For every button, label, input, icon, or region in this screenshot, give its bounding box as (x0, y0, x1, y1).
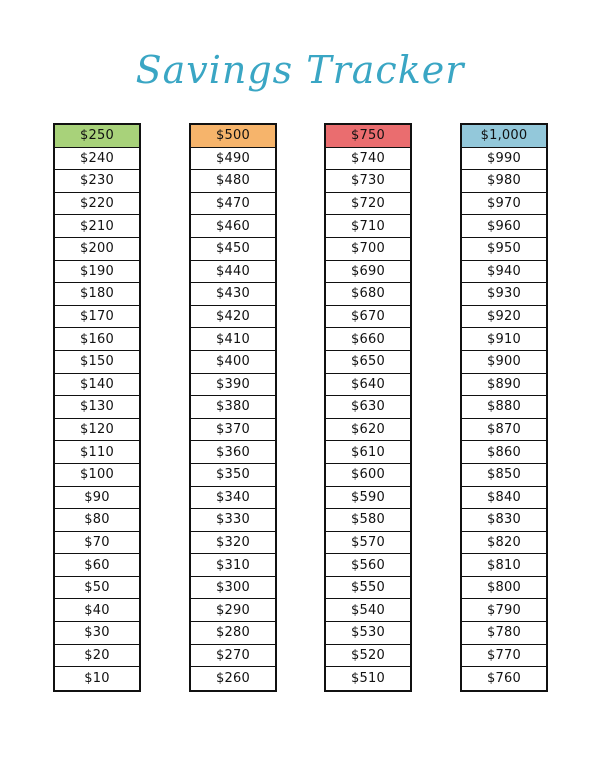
amount-cell: $700 (326, 238, 410, 261)
amount-cell: $640 (326, 374, 410, 397)
amount-cell: $610 (326, 441, 410, 464)
tracker-column-500 (189, 123, 277, 692)
amount-cell: $510 (351, 671, 385, 687)
amount-cell: $470 (191, 193, 275, 216)
amount-cell: $960 (462, 215, 546, 238)
amount-cell: $890 (462, 374, 546, 397)
amount-cell: $830 (462, 509, 546, 532)
amount-cell: $60 (55, 554, 139, 577)
amount-cell: $370 (191, 419, 275, 442)
column-goal-header: $500 (191, 125, 275, 148)
amount-cell: $670 (326, 306, 410, 329)
amount-cell: $600 (326, 464, 410, 487)
amount-cell: $530 (326, 622, 410, 645)
amount-cell: $920 (462, 306, 546, 329)
amount-cell: $300 (191, 577, 275, 600)
amount-cell: $360 (191, 441, 275, 464)
amount-cell: $290 (191, 599, 275, 622)
amount-cell: $240 (55, 148, 139, 171)
amount-cell: $860 (462, 441, 546, 464)
amount-cell: $680 (326, 283, 410, 306)
amount-cell: $180 (55, 283, 139, 306)
amount-cell: $880 (462, 396, 546, 419)
amount-cell: $140 (55, 374, 139, 397)
amount-cell: $940 (462, 261, 546, 284)
amount-cell: $280 (191, 622, 275, 645)
amount-cell: $120 (55, 419, 139, 442)
amount-cell: $780 (462, 622, 546, 645)
amount-cell: $100 (55, 464, 139, 487)
amount-cell: $800 (462, 577, 546, 600)
amount-cell: $560 (326, 554, 410, 577)
amount-cell: $950 (462, 238, 546, 261)
amount-cell: $850 (462, 464, 546, 487)
column-goal-header: $750 (326, 125, 410, 148)
amount-cell: $870 (462, 419, 546, 442)
amount-cell: $520 (326, 645, 410, 668)
amount-cell: $540 (326, 599, 410, 622)
amount-cell: $80 (55, 509, 139, 532)
amount-cell: $550 (326, 577, 410, 600)
amount-cell: $410 (191, 328, 275, 351)
amount-cell: $310 (191, 554, 275, 577)
amount-cell: $110 (55, 441, 139, 464)
amount-cell: $390 (191, 374, 275, 397)
amount-cell: $210 (55, 215, 139, 238)
amount-cell: $190 (55, 261, 139, 284)
amount-cell: $760 (487, 671, 521, 687)
amount-cell: $10 (84, 671, 110, 687)
amount-cell: $330 (191, 509, 275, 532)
amount-cell: $990 (462, 148, 546, 171)
amount-cell: $620 (326, 419, 410, 442)
amount-cell: $260 (216, 671, 250, 687)
amount-cell: $430 (191, 283, 275, 306)
tracker-column-1000 (460, 123, 548, 692)
amount-cell: $200 (55, 238, 139, 261)
amount-cell: $340 (191, 487, 275, 510)
amount-cell: $770 (462, 645, 546, 668)
amount-cell: $690 (326, 261, 410, 284)
amount-cell: $630 (326, 396, 410, 419)
amount-cell: $650 (326, 351, 410, 374)
amount-cell: $50 (55, 577, 139, 600)
amount-cell: $70 (55, 532, 139, 555)
amount-cell: $480 (191, 170, 275, 193)
column-goal-header: $250 (55, 125, 139, 148)
amount-cell: $170 (55, 306, 139, 329)
amount-cell: $40 (55, 599, 139, 622)
page-title: Savings Tracker (135, 48, 465, 92)
amount-cell: $20 (55, 645, 139, 668)
column-goal-header: $1,000 (462, 125, 546, 148)
amount-cell: $900 (462, 351, 546, 374)
amount-cell: $580 (326, 509, 410, 532)
amount-cell: $740 (326, 148, 410, 171)
amount-cell: $320 (191, 532, 275, 555)
amount-cell: $450 (191, 238, 275, 261)
tracker-column-750 (324, 123, 412, 692)
amount-cell: $910 (462, 328, 546, 351)
amount-cell: $220 (55, 193, 139, 216)
amount-cell: $490 (191, 148, 275, 171)
amount-cell: $400 (191, 351, 275, 374)
amount-cell: $970 (462, 193, 546, 216)
amount-cell: $710 (326, 215, 410, 238)
amount-cell: $160 (55, 328, 139, 351)
amount-cell: $810 (462, 554, 546, 577)
amount-cell: $820 (462, 532, 546, 555)
amount-cell: $380 (191, 396, 275, 419)
amount-cell: $930 (462, 283, 546, 306)
amount-cell: $730 (326, 170, 410, 193)
amount-cell: $570 (326, 532, 410, 555)
amount-cell: $590 (326, 487, 410, 510)
tracker-column-250 (53, 123, 141, 692)
amount-cell: $440 (191, 261, 275, 284)
amount-cell: $270 (191, 645, 275, 668)
amount-cell: $30 (55, 622, 139, 645)
amount-cell: $720 (326, 193, 410, 216)
amount-cell: $350 (191, 464, 275, 487)
amount-cell: $460 (191, 215, 275, 238)
amount-cell: $150 (55, 351, 139, 374)
amount-cell: $130 (55, 396, 139, 419)
amount-cell: $790 (462, 599, 546, 622)
amount-cell: $980 (462, 170, 546, 193)
amount-cell: $420 (191, 306, 275, 329)
amount-cell: $230 (55, 170, 139, 193)
amount-cell: $660 (326, 328, 410, 351)
amount-cell: $840 (462, 487, 546, 510)
amount-cell: $90 (55, 487, 139, 510)
